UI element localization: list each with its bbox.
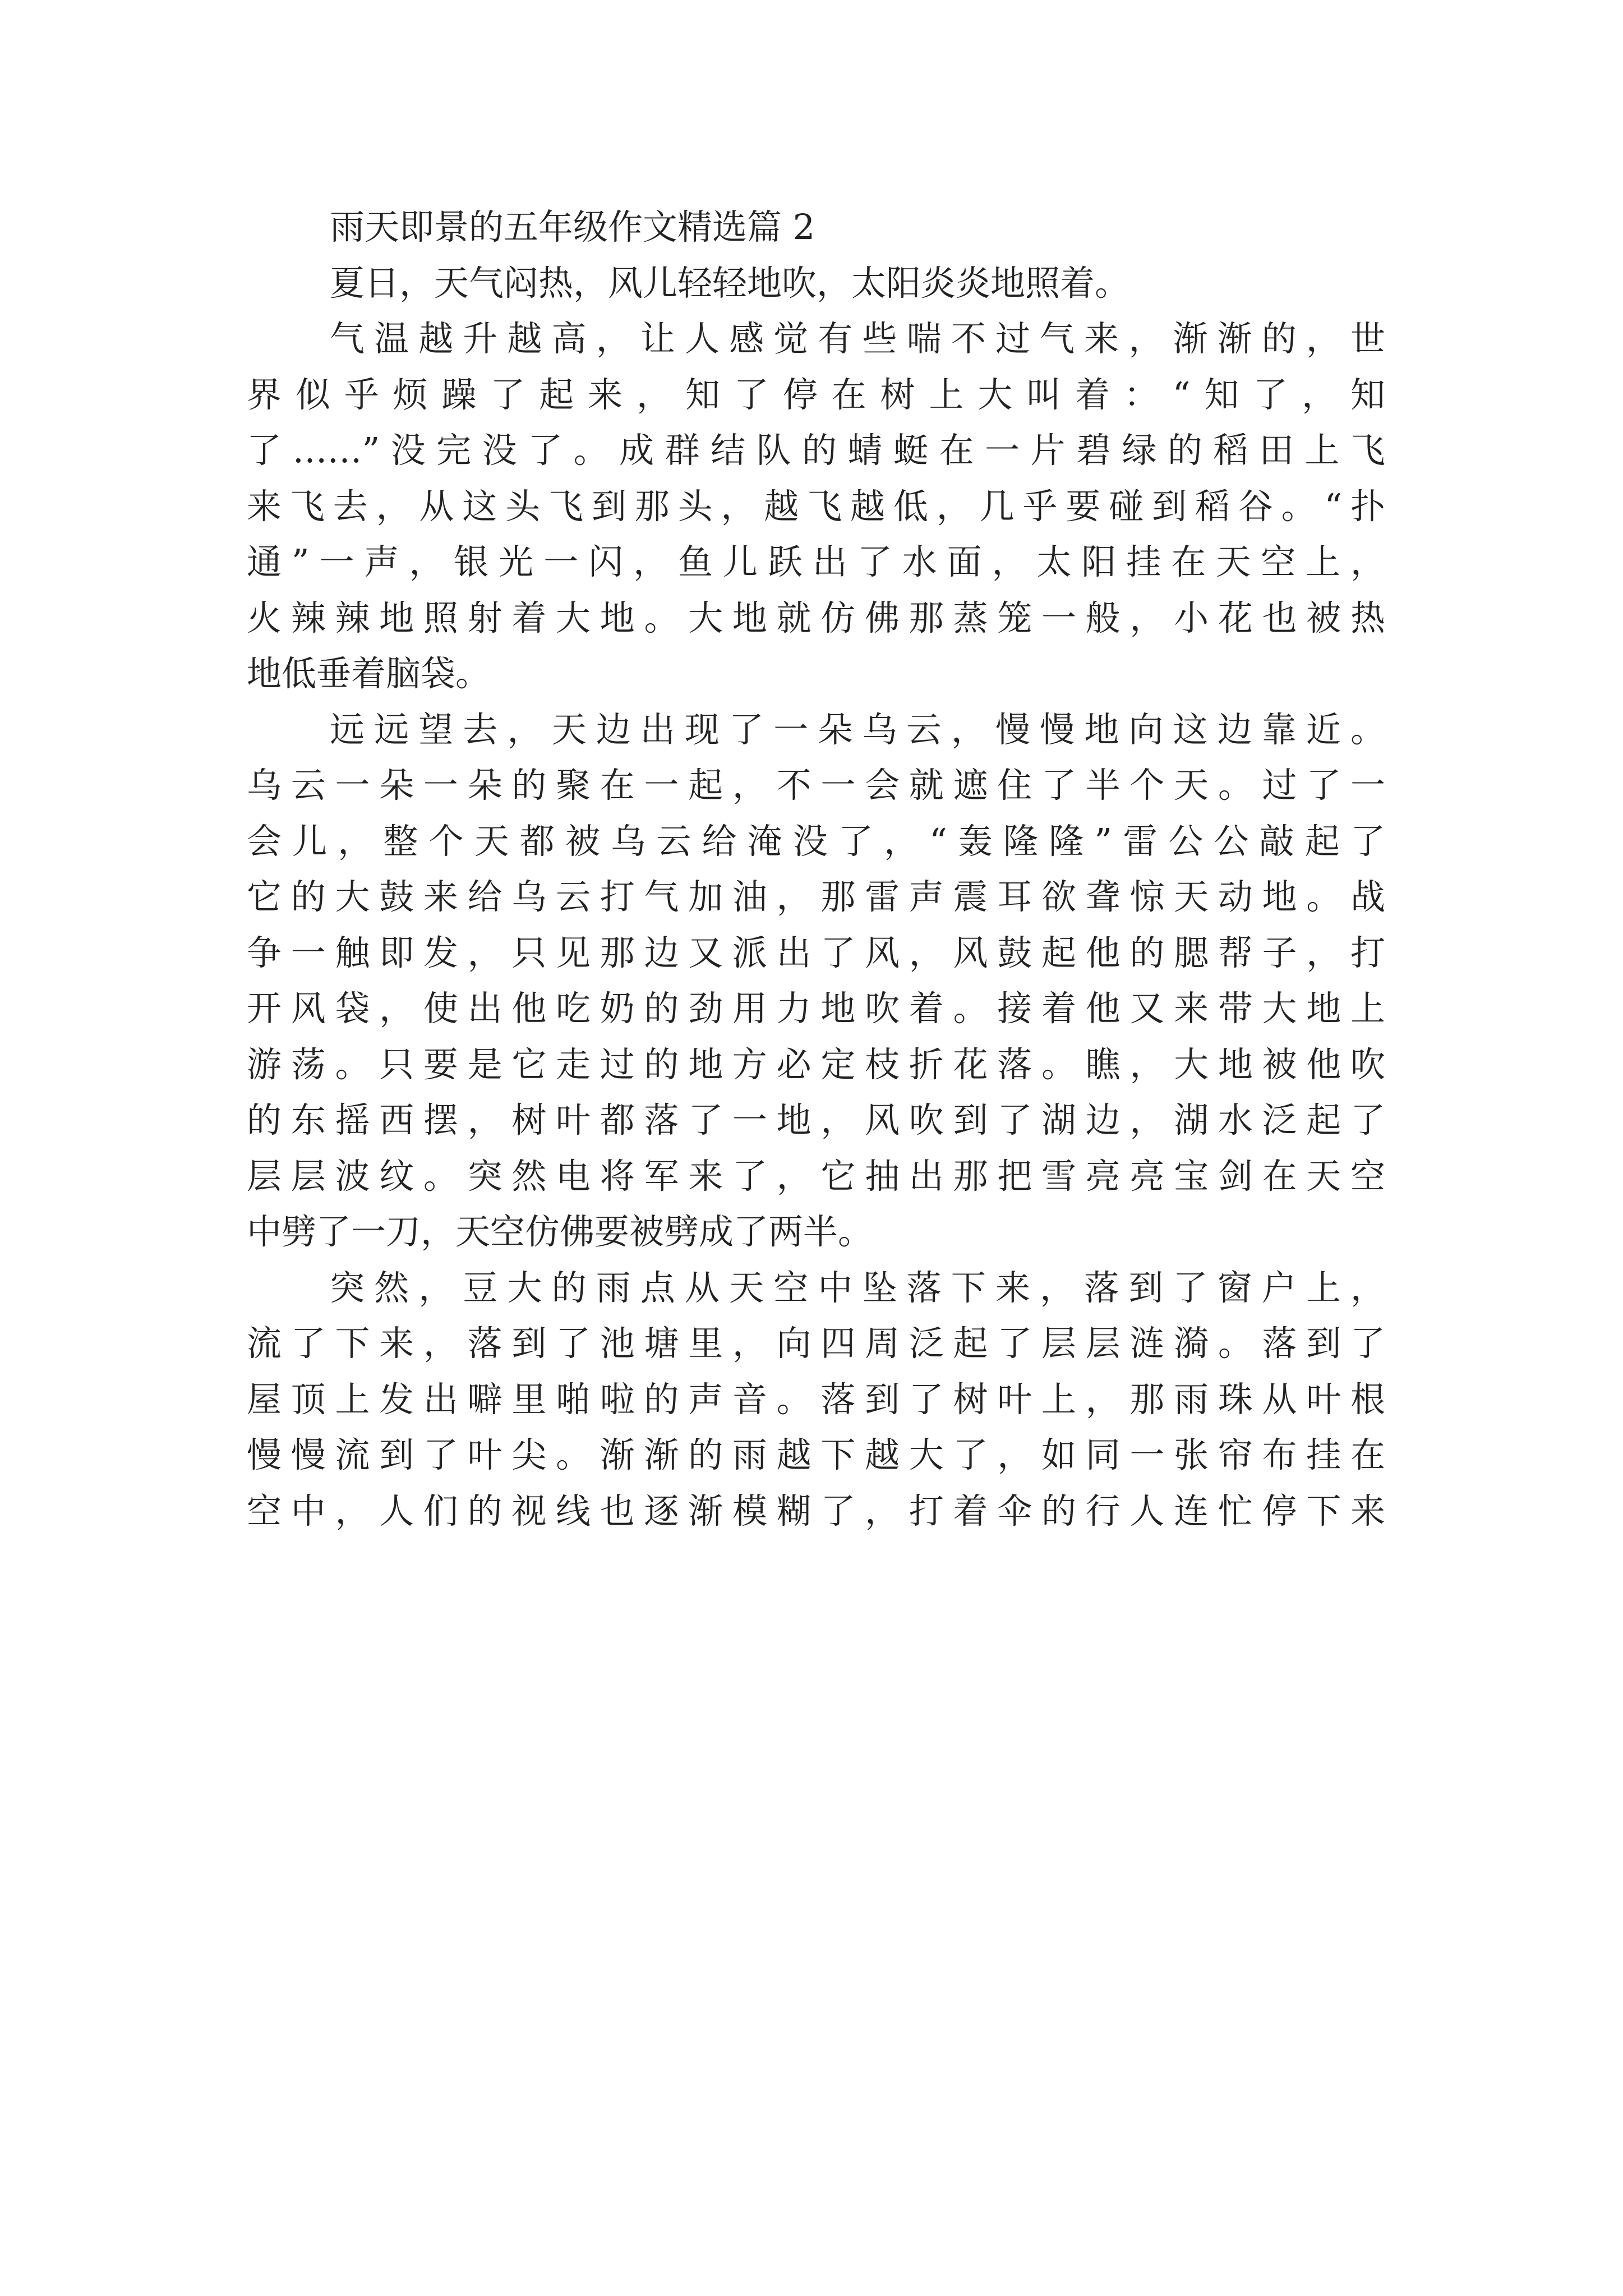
paragraph-2-line-1: 气温越升越高，让人感觉有些喘不过气来，渐渐的，世 [330,318,1385,359]
paragraph-2-line-7: 地低垂着脑袋。 [247,653,491,694]
paragraph-4-line-1: 突然，豆大的雨点从天空中坠落下来，落到了窗户上， [330,1267,1385,1308]
document-page [247,199,1385,1539]
paragraph-3-line-8: 的东摇西摆，树叶都落了一地，风吹到了湖边，湖水泛起了 [247,1099,1385,1140]
paragraph-3-line-5: 争一触即发，只见那边又派出了风，风鼓起他的腮帮子，打 [247,932,1385,973]
paragraph-2-line-4: 来飞去，从这头飞到那头，越飞越低，几乎要碰到稻谷。“扑 [247,485,1385,527]
paragraph-3-line-3: 会儿，整个天都被乌云给淹没了，“轰隆隆”雷公公敲起了 [247,820,1385,862]
paragraph-3-line-4: 它的大鼓来给乌云打气加油，那雷声震耳欲聋惊天动地。战 [247,876,1385,917]
paragraph-4-line-4: 慢慢流到了叶尖。渐渐的雨越下越大了，如同一张帘布挂在 [247,1434,1385,1475]
paragraph-3-line-10: 中劈了一刀，天空仿佛要被劈成了两半。 [247,1211,873,1252]
paragraph-2-line-3: 了……”没完没了。成群结队的蜻蜓在一片碧绿的稻田上飞 [247,430,1385,471]
paragraph-2-line-5: 通”一声，银光一闪，鱼儿跃出了水面，太阳挂在天空上， [247,541,1385,582]
paragraph-3-line-9: 层层波纹。突然电将军来了，它抽出那把雪亮亮宝剑在天空 [247,1155,1385,1197]
paragraph-3-line-7: 游荡。只要是它走过的地方必定枝折花落。瞧，大地被他吹 [247,1043,1385,1085]
document-title: 雨天即景的五年级作文精选篇 2 [330,206,815,247]
paragraph-4-line-3: 屋顶上发出噼里啪啦的声音。落到了树叶上，那雨珠从叶根 [247,1378,1385,1420]
paragraph-3-line-6: 开风袋，使出他吃奶的劲用力地吹着。接着他又来带大地上 [247,988,1385,1029]
paragraph-3-line-1: 远远望去，天边出现了一朵乌云，慢慢地向这边靠近。 [330,708,1385,750]
paragraph-2-line-2: 界似乎烦躁了起来，知了停在树上大叫着：“知了，知 [247,374,1385,415]
paragraph-2-line-6: 火辣辣地照射着大地。大地就仿佛那蒸笼一般，小花也被热 [247,597,1385,638]
paragraph-4-line-2: 流了下来，落到了池塘里，向四周泛起了层层涟漪。落到了 [247,1323,1385,1364]
paragraph-3-line-2: 乌云一朵一朵的聚在一起，不一会就遮住了半个天。过了一 [247,765,1385,806]
paragraph-4-line-5: 空中，人们的视线也逐渐模糊了，打着伞的行人连忙停下来 [247,1490,1385,1531]
paragraph-1-line-1: 夏日，天气闷热，风儿轻轻地吹，太阳炎炎地照着。 [330,262,1130,303]
